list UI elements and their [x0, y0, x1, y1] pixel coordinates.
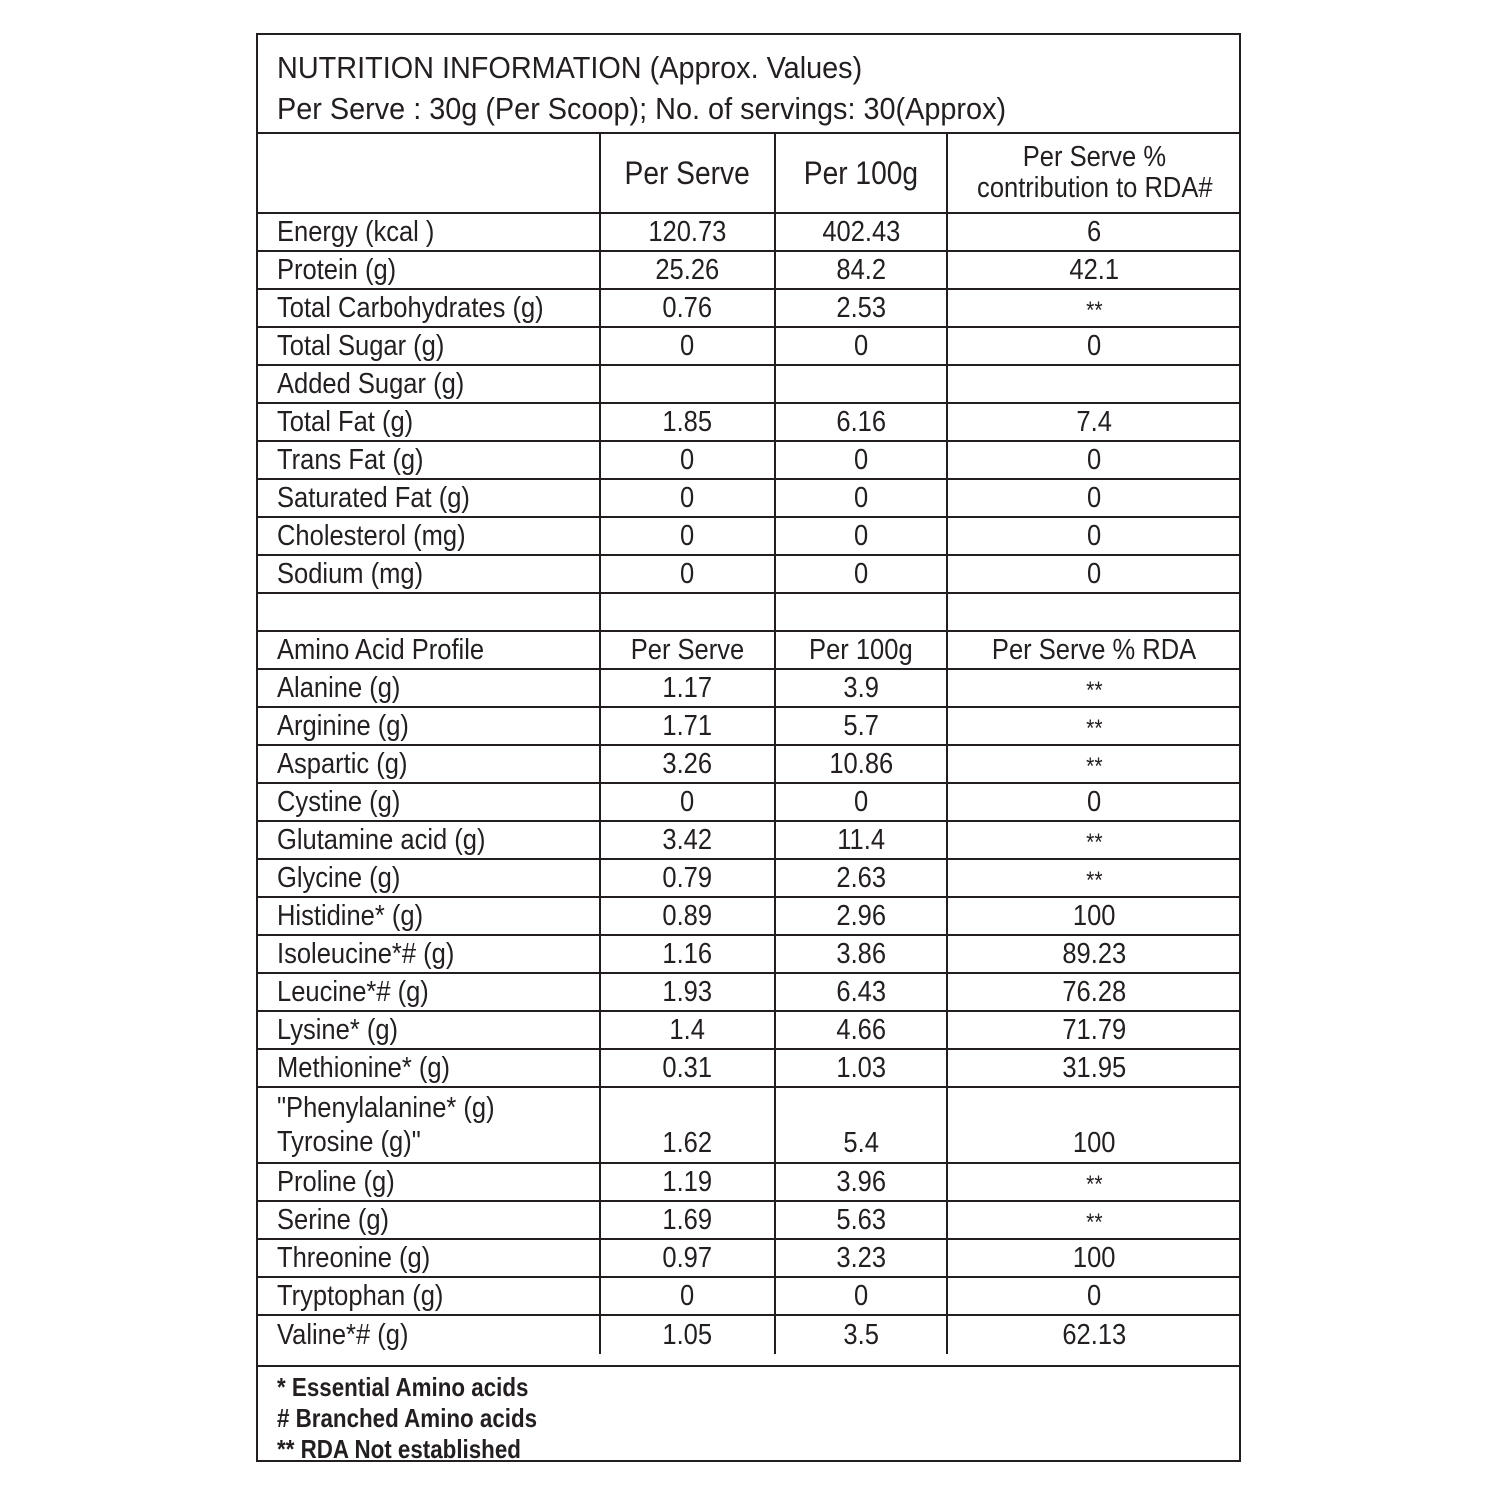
nutrition-panel: [256, 33, 1241, 1462]
amino-acid-row: [258, 936, 1241, 974]
amino-acid-name: Proline (g): [258, 1164, 601, 1200]
amino-acid-per-serve: 3.42: [601, 822, 776, 858]
amino-acid-row: [258, 1202, 1241, 1240]
amino-acid-per-serve: 0.79: [601, 860, 776, 896]
nutrition-table: [258, 134, 1241, 1354]
nutrient-rda: 42.1: [1069, 254, 1120, 286]
amino-rows: [258, 670, 1241, 1354]
amino-acid-name: Lysine* (g): [258, 1012, 601, 1048]
footnotes: [258, 1365, 1241, 1465]
nutrient-name: Cholesterol (mg): [258, 518, 601, 554]
amino-acid-per-serve: 0.97: [601, 1240, 776, 1276]
amino-acid-per-100g: 6.43: [776, 974, 948, 1010]
spacer-row: [258, 594, 1241, 632]
column-header-blank: [258, 134, 601, 212]
amino-acid-rda: 100: [1073, 1242, 1116, 1274]
amino-acid-name: Valine*# (g): [258, 1316, 601, 1354]
amino-acid-name: "Phenylalanine* (g) Tyrosine (g)": [258, 1088, 601, 1162]
amino-acid-row: [258, 1240, 1241, 1278]
nutrient-per-100g: 84.2: [776, 252, 948, 288]
nutrient-per-100g: 0: [776, 518, 948, 554]
amino-acid-per-100g: 3.23: [776, 1240, 948, 1276]
amino-acid-row: [258, 1316, 1241, 1354]
amino-acid-per-serve: 0.89: [601, 898, 776, 934]
amino-acid-name: Cystine (g): [258, 784, 601, 820]
amino-acid-name: Aspartic (g): [258, 746, 601, 782]
amino-header-per-serve: Per Serve: [601, 632, 776, 668]
amino-acid-row: [258, 860, 1241, 898]
nutrient-per-100g: 0: [776, 442, 948, 478]
amino-acid-name: Isoleucine*# (g): [258, 936, 601, 972]
amino-acid-per-100g: 5.4: [776, 1088, 948, 1162]
amino-acid-rda: 100: [1073, 1127, 1116, 1159]
nutrient-per-100g: 402.43: [776, 214, 948, 250]
nutrient-per-serve: 0: [601, 442, 776, 478]
nutrient-name: Total Carbohydrates (g): [258, 290, 601, 326]
amino-acid-rda: **: [1086, 753, 1103, 780]
amino-acid-row: [258, 1278, 1241, 1316]
nutrient-rda: **: [1086, 297, 1103, 324]
amino-acid-per-100g: 1.03: [776, 1050, 948, 1086]
nutrient-row: [258, 480, 1241, 518]
amino-acid-per-serve: 0.31: [601, 1050, 776, 1086]
amino-acid-row: [258, 670, 1241, 708]
nutrient-per-serve: 0: [601, 556, 776, 592]
nutrient-name: Protein (g): [258, 252, 601, 288]
nutrient-per-serve: 120.73: [601, 214, 776, 250]
nutrient-rda: 0: [1087, 482, 1102, 514]
amino-acid-per-100g: 2.96: [776, 898, 948, 934]
footnote-essential: * Essential Amino acids: [277, 1372, 529, 1402]
nutrient-row: [258, 404, 1241, 442]
footnote-rda: ** RDA Not established: [277, 1434, 521, 1464]
nutrient-rda: 0: [1087, 520, 1102, 552]
amino-acid-per-serve: 1.19: [601, 1164, 776, 1200]
amino-header-per-100g: Per 100g: [776, 632, 948, 668]
nutrient-row: [258, 442, 1241, 480]
amino-acid-name: Glutamine acid (g): [258, 822, 601, 858]
nutrient-per-serve: 25.26: [601, 252, 776, 288]
column-header-rda-line1: Per Serve %: [1022, 141, 1167, 173]
amino-acid-row: [258, 822, 1241, 860]
nutrient-per-serve: 0: [601, 518, 776, 554]
amino-acid-per-100g: 3.9: [776, 670, 948, 706]
column-header-row: [258, 134, 1241, 214]
footnote-branched: # Branched Amino acids: [277, 1403, 538, 1433]
nutrient-row: [258, 556, 1241, 594]
column-header-per-serve: Per Serve: [601, 134, 776, 212]
nutrient-rows: [258, 214, 1241, 594]
amino-acid-per-serve: 1.17: [601, 670, 776, 706]
nutrient-per-100g: [776, 366, 948, 402]
nutrient-per-100g: 0: [776, 328, 948, 364]
amino-acid-per-serve: 0: [601, 1278, 776, 1314]
column-header-per-100g: Per 100g: [776, 134, 948, 212]
amino-acid-row: [258, 898, 1241, 936]
nutrient-per-serve: 0: [601, 480, 776, 516]
amino-acid-per-100g: 5.63: [776, 1202, 948, 1238]
nutrient-row: [258, 214, 1241, 252]
table-header: [258, 35, 1241, 134]
amino-acid-name: Alanine (g): [258, 670, 601, 706]
amino-acid-rda: 0: [1087, 1280, 1102, 1312]
nutrient-row: [258, 290, 1241, 328]
amino-acid-rda: 71.79: [1062, 1014, 1127, 1046]
amino-acid-name: Threonine (g): [258, 1240, 601, 1276]
amino-acid-row: [258, 1012, 1241, 1050]
nutrient-row: [258, 518, 1241, 556]
amino-acid-name: Glycine (g): [258, 860, 601, 896]
nutrient-row: [258, 252, 1241, 290]
amino-acid-name: Serine (g): [258, 1202, 601, 1238]
amino-acid-per-serve: 1.05: [601, 1316, 776, 1354]
amino-acid-per-100g: 3.5: [776, 1316, 948, 1354]
amino-acid-rda: **: [1086, 715, 1103, 742]
nutrient-name: Total Fat (g): [258, 404, 601, 440]
amino-acid-rda: 89.23: [1062, 938, 1127, 970]
nutrient-rda: [948, 366, 1241, 402]
amino-acid-per-serve: 1.16: [601, 936, 776, 972]
amino-acid-name: Tryptophan (g): [258, 1278, 601, 1314]
amino-acid-per-100g: 3.86: [776, 936, 948, 972]
amino-acid-per-100g: 0: [776, 1278, 948, 1314]
amino-acid-per-serve: 1.69: [601, 1202, 776, 1238]
amino-acid-name: Methionine* (g): [258, 1050, 601, 1086]
nutrient-rda: 6: [1087, 216, 1102, 248]
nutrient-row: [258, 366, 1241, 404]
amino-acid-per-100g: 0: [776, 784, 948, 820]
amino-acid-row: [258, 1050, 1241, 1088]
amino-acid-per-100g: 5.7: [776, 708, 948, 744]
nutrient-rda: 0: [1087, 330, 1102, 362]
nutrient-per-100g: 2.53: [776, 290, 948, 326]
amino-acid-rda: 100: [1073, 900, 1116, 932]
amino-acid-per-serve: 3.26: [601, 746, 776, 782]
amino-acid-per-100g: 3.96: [776, 1164, 948, 1200]
amino-header-row: [258, 632, 1241, 670]
column-header-rda: [948, 134, 1241, 212]
nutrient-name: Saturated Fat (g): [258, 480, 601, 516]
nutrient-per-serve: [601, 366, 776, 402]
amino-acid-row: [258, 1164, 1241, 1202]
column-header-rda-line2: contribution to RDA#: [976, 172, 1213, 204]
amino-acid-per-serve: 1.62: [601, 1088, 776, 1162]
amino-acid-rda: 0: [1087, 786, 1102, 818]
table-title: NUTRITION INFORMATION (Approx. Values): [277, 50, 863, 85]
amino-acid-rda: 62.13: [1062, 1319, 1127, 1351]
amino-acid-per-serve: 1.71: [601, 708, 776, 744]
amino-header-rda: Per Serve % RDA: [992, 634, 1197, 666]
nutrient-per-serve: 1.85: [601, 404, 776, 440]
amino-acid-rda: 76.28: [1062, 976, 1127, 1008]
nutrient-name: Added Sugar (g): [258, 366, 601, 402]
amino-acid-rda: **: [1086, 677, 1103, 704]
amino-acid-name: Arginine (g): [258, 708, 601, 744]
amino-acid-rda: **: [1086, 867, 1103, 894]
nutrient-per-100g: 0: [776, 556, 948, 592]
amino-acid-per-serve: 1.93: [601, 974, 776, 1010]
serving-info: Per Serve : 30g (Per Scoop); No. of servings: 30(Approx): [277, 91, 1007, 126]
nutrient-rda: 0: [1087, 444, 1102, 476]
amino-acid-name: Leucine*# (g): [258, 974, 601, 1010]
nutrient-rda: 7.4: [1076, 406, 1113, 438]
amino-acid-rda: **: [1086, 1209, 1103, 1236]
nutrient-name: Total Sugar (g): [258, 328, 601, 364]
amino-acid-per-serve: 0: [601, 784, 776, 820]
nutrient-per-100g: 6.16: [776, 404, 948, 440]
amino-acid-row: [258, 974, 1241, 1012]
nutrient-per-serve: 0: [601, 328, 776, 364]
amino-acid-rda: **: [1086, 1171, 1103, 1198]
amino-acid-row: [258, 1088, 1241, 1164]
amino-header-label: Amino Acid Profile: [258, 632, 601, 668]
amino-acid-per-100g: 4.66: [776, 1012, 948, 1048]
amino-acid-rda: 31.95: [1062, 1052, 1127, 1084]
amino-acid-row: [258, 708, 1241, 746]
amino-acid-per-100g: 10.86: [776, 746, 948, 782]
amino-acid-rda: **: [1086, 829, 1103, 856]
nutrient-per-serve: 0.76: [601, 290, 776, 326]
amino-acid-row: [258, 746, 1241, 784]
nutrient-name: Energy (kcal ): [258, 214, 601, 250]
nutrient-per-100g: 0: [776, 480, 948, 516]
amino-acid-per-100g: 2.63: [776, 860, 948, 896]
nutrient-row: [258, 328, 1241, 366]
amino-acid-row: [258, 784, 1241, 822]
nutrient-rda: 0: [1087, 558, 1102, 590]
nutrient-name: Trans Fat (g): [258, 442, 601, 478]
amino-acid-per-100g: 11.4: [776, 822, 948, 858]
amino-acid-per-serve: 1.4: [601, 1012, 776, 1048]
nutrient-name: Sodium (mg): [258, 556, 601, 592]
amino-acid-name: Histidine* (g): [258, 898, 601, 934]
